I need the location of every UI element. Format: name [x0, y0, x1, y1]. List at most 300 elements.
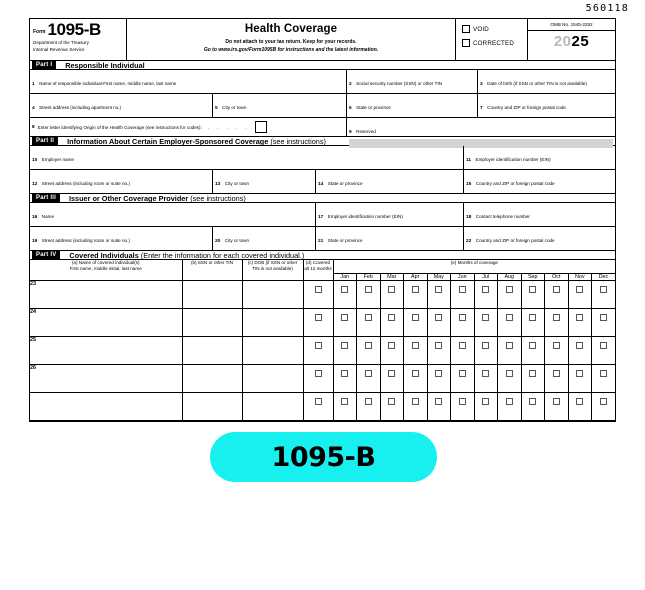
corrected-row[interactable] [462, 39, 527, 47]
checkbox-feb[interactable] [365, 370, 372, 377]
checkbox-cell-apr[interactable] [404, 337, 428, 365]
checkbox-cell-aug[interactable] [498, 309, 522, 337]
checkbox-cell-dec[interactable] [592, 365, 616, 393]
part1-row-3 [30, 118, 615, 136]
checkbox-cell-aug[interactable] [498, 337, 522, 365]
field-20-label: City or town [224, 237, 250, 243]
field-1-label: Name of responsible individual-First name, middle name, last name [39, 80, 177, 86]
checkbox-nov[interactable] [576, 398, 583, 405]
checkbox-feb[interactable] [365, 398, 372, 405]
checkbox-apr[interactable] [412, 370, 419, 377]
checkbox-cell-apr[interactable] [404, 393, 428, 421]
void-corrected-group [455, 19, 527, 60]
checkbox-cell-oct[interactable] [545, 309, 569, 337]
field-21-label: State or province [327, 237, 363, 243]
checkbox-aug[interactable] [506, 314, 513, 321]
checkbox-jul[interactable] [482, 314, 489, 321]
field-18-label: Contact telephone number [475, 213, 530, 219]
form-word-label: Form [33, 28, 46, 35]
checkbox-mar[interactable] [388, 370, 395, 377]
checkbox-jun[interactable] [459, 314, 466, 321]
field-7-number: 7 [480, 105, 483, 111]
corrected-checkbox[interactable] [462, 39, 470, 47]
col-a-line-2: First name, middle initial, last name [69, 265, 142, 271]
form-title: Health Coverage [244, 23, 338, 35]
checkbox-apr[interactable] [412, 286, 419, 293]
checkbox-cell-nov[interactable] [568, 337, 592, 365]
part3-row-2 [30, 227, 615, 250]
checkbox-mar[interactable] [388, 342, 395, 349]
month-header-mar: Mar [380, 274, 404, 281]
field-10-number: 10 [32, 157, 38, 163]
col-d-line-1: (d) Covered [305, 260, 331, 265]
checkbox-cell-sep[interactable] [521, 309, 545, 337]
part-4-tag: Part IV [32, 251, 60, 260]
checkbox-cell-all-12-months[interactable] [303, 365, 333, 393]
row-number-and-name-field[interactable] [30, 393, 182, 421]
field-19-number: 19 [32, 238, 38, 244]
checkbox-cell-jun[interactable] [451, 365, 475, 393]
checkbox-cell-all-12-months[interactable] [303, 393, 333, 421]
checkbox-feb[interactable] [365, 342, 372, 349]
checkbox-sep[interactable] [529, 314, 536, 321]
row-number-and-name-field[interactable]: 25 [30, 337, 182, 365]
field-14-state[interactable] [315, 170, 463, 193]
table-body [30, 281, 615, 421]
field-18-number: 18 [466, 214, 472, 220]
field-11-number: 11 [466, 157, 472, 163]
field-14-label: State or province [327, 180, 363, 186]
checkbox-cell-jan[interactable] [333, 337, 357, 365]
checkbox-all-12-months[interactable] [315, 314, 322, 321]
checkbox-cell-apr[interactable] [404, 281, 428, 309]
cell-ssn[interactable] [182, 309, 242, 337]
checkbox-cell-aug[interactable] [498, 365, 522, 393]
cell-dob[interactable] [242, 309, 303, 337]
checkbox-cell-jan[interactable] [333, 393, 357, 421]
checkbox-cell-jul[interactable] [474, 309, 498, 337]
part-4-title-main: Covered Individuals [69, 250, 139, 260]
checkbox-cell-feb[interactable] [357, 309, 381, 337]
checkbox-oct[interactable] [553, 286, 560, 293]
checkbox-nov[interactable] [576, 314, 583, 321]
field-16-label: Name [41, 213, 55, 219]
tax-year [528, 33, 615, 50]
part-3-tag: Part III [32, 194, 60, 203]
checkbox-sep[interactable] [529, 370, 536, 377]
field-16-number: 16 [32, 214, 38, 220]
goto-prefix: Go to [203, 46, 219, 53]
checkbox-dec[interactable] [600, 314, 607, 321]
field-22-label: Country and ZIP or foreign postal code [475, 237, 555, 243]
cell-ssn[interactable] [182, 337, 242, 365]
checkbox-mar[interactable] [388, 314, 395, 321]
checkbox-jan[interactable] [341, 370, 348, 377]
table-head [30, 260, 615, 281]
field-13-number: 13 [215, 181, 221, 187]
checkbox-jun[interactable] [459, 398, 466, 405]
field-1-name[interactable] [30, 70, 346, 93]
checkbox-dec[interactable] [600, 286, 607, 293]
checkbox-cell-dec[interactable] [592, 309, 616, 337]
col-b-line-1: (b) SSN or other TIN [190, 260, 234, 265]
checkbox-cell-all-12-months[interactable] [303, 309, 333, 337]
checkbox-jan[interactable] [341, 398, 348, 405]
checkbox-jan[interactable] [341, 286, 348, 293]
part2-row-1 [30, 146, 615, 170]
checkbox-nov[interactable] [576, 286, 583, 293]
checkbox-cell-may[interactable] [427, 393, 451, 421]
checkbox-oct[interactable] [553, 398, 560, 405]
row-number-and-name-field[interactable]: 24 [30, 309, 182, 337]
checkbox-cell-mar[interactable] [380, 309, 404, 337]
checkbox-cell-nov[interactable] [568, 309, 592, 337]
field-16-issuer-name[interactable] [30, 203, 315, 226]
month-header-jan: Jan [333, 274, 357, 281]
field-6-state[interactable] [346, 94, 477, 117]
checkbox-cell-jan[interactable] [333, 309, 357, 337]
field-9-label: Reserved [356, 128, 376, 134]
table-header-row-1 [30, 260, 615, 274]
month-header-aug: Aug [498, 274, 522, 281]
checkbox-cell-apr[interactable] [404, 309, 428, 337]
part-2-title [67, 137, 326, 146]
checkbox-cell-sep[interactable] [521, 393, 545, 421]
checkbox-cell-jun[interactable] [451, 337, 475, 365]
col-a-line-1: (a) Name of covered individual(s) [71, 260, 140, 265]
field-3-dob[interactable] [477, 70, 615, 93]
checkbox-jul[interactable] [482, 286, 489, 293]
tax-year-yy: 25 [571, 33, 590, 50]
field-21-number: 21 [318, 238, 324, 244]
checkbox-cell-dec[interactable] [592, 337, 616, 365]
checkbox-jul[interactable] [482, 398, 489, 405]
field-17-ein[interactable] [315, 203, 463, 226]
month-header-jul: Jul [474, 274, 498, 281]
field-10-label: Employer name [41, 156, 74, 162]
checkbox-cell-jan[interactable] [333, 365, 357, 393]
checkbox-aug[interactable] [506, 342, 513, 349]
field-18-phone[interactable] [463, 203, 615, 226]
checkbox-all-12-months[interactable] [315, 398, 322, 405]
checkbox-sep[interactable] [529, 342, 536, 349]
field-19-label: Street address (including room or suite no.) [41, 237, 130, 243]
col-header-covered-12 [303, 260, 333, 281]
checkbox-cell-oct[interactable] [545, 365, 569, 393]
field-11-label: Employer identification number (EIN) [475, 156, 551, 162]
field-10-employer-name[interactable] [30, 146, 463, 169]
checkbox-jun[interactable] [459, 286, 466, 293]
field-6-label: State or province [356, 104, 391, 110]
field-21-state[interactable] [315, 227, 463, 250]
cell-dob[interactable] [242, 365, 303, 393]
checkbox-jan[interactable] [341, 342, 348, 349]
checkbox-cell-nov[interactable] [568, 365, 592, 393]
field-1-number: 1 [32, 81, 35, 87]
checkbox-may[interactable] [435, 370, 442, 377]
checkbox-may[interactable] [435, 314, 442, 321]
void-label: VOID [473, 25, 489, 33]
part-4-title [69, 251, 304, 260]
corrected-label: CORRECTED [473, 39, 514, 47]
checkbox-cell-jul[interactable] [474, 281, 498, 309]
checkbox-cell-all-12-months[interactable] [303, 281, 333, 309]
form-subtitle-2 [127, 47, 455, 53]
field-2-number: 2 [349, 81, 352, 87]
field-4-number: 4 [32, 105, 35, 111]
checkbox-all-12-months[interactable] [315, 342, 322, 349]
checkbox-dec[interactable] [600, 342, 607, 349]
masthead-identity [30, 19, 126, 60]
month-header-dec: Dec [592, 274, 616, 281]
checkbox-cell-nov[interactable] [568, 281, 592, 309]
month-header-apr: Apr [404, 274, 428, 281]
checkbox-all-12-months[interactable] [315, 286, 322, 293]
part-1-bar [30, 60, 615, 70]
void-checkbox[interactable] [462, 25, 470, 33]
part-3-title-main: Issuer or Other Coverage Provider [68, 193, 189, 203]
table-row [30, 337, 615, 365]
checkbox-cell-feb[interactable] [357, 281, 381, 309]
checkbox-aug[interactable] [506, 286, 513, 293]
col-header-name [30, 260, 182, 281]
checkbox-cell-sep[interactable] [521, 281, 545, 309]
checkbox-cell-all-12-months[interactable] [303, 337, 333, 365]
omb-number: OMB No. 1545-2252 [528, 22, 615, 31]
checkbox-cell-mar[interactable] [380, 365, 404, 393]
field-7-country-zip[interactable] [477, 94, 615, 117]
goto-suffix: for instructions and the latest information. [276, 46, 379, 53]
field-2-ssn[interactable] [346, 70, 477, 93]
checkbox-cell-dec[interactable] [592, 393, 616, 421]
checkbox-may[interactable] [435, 286, 442, 293]
part2-row-2 [30, 170, 615, 193]
checkbox-may[interactable] [435, 342, 442, 349]
field-2-label: Social security number (SSN) or other TIN [356, 80, 443, 86]
checkbox-cell-jun[interactable] [451, 393, 475, 421]
checkbox-cell-oct[interactable] [545, 337, 569, 365]
field-8-label: Enter letter identifying Origin of the Health Coverage (see instructions for codes): [37, 124, 202, 130]
field-4-street[interactable] [30, 94, 212, 117]
field-11-ein[interactable] [463, 146, 615, 169]
field-4-label: Street address (including apartment no.) [39, 104, 122, 110]
cell-dob[interactable] [242, 281, 303, 309]
cell-ssn[interactable] [182, 393, 242, 421]
checkbox-cell-jul[interactable] [474, 337, 498, 365]
checkbox-dec[interactable] [600, 398, 607, 405]
checkbox-nov[interactable] [576, 370, 583, 377]
checkbox-cell-jul[interactable] [474, 365, 498, 393]
field-7-label: Country and ZIP or foreign postal code [487, 104, 566, 110]
checkbox-sep[interactable] [529, 398, 536, 405]
checkbox-cell-mar[interactable] [380, 393, 404, 421]
month-header-nov: Nov [568, 274, 592, 281]
checkbox-oct[interactable] [553, 314, 560, 321]
field-13-label: City or town [224, 180, 250, 186]
checkbox-jul[interactable] [482, 370, 489, 377]
checkbox-sep[interactable] [529, 286, 536, 293]
agency-line-1: Department of the Treasury [33, 40, 89, 45]
field-20-number: 20 [215, 238, 221, 244]
masthead-title-block [126, 19, 455, 60]
ocr-scanline-code: 560118 [585, 3, 629, 14]
field-9-reserved [346, 118, 615, 136]
part-2-title-main: Information About Certain Employer-Sponsored Coverage [67, 136, 269, 146]
table-row [30, 281, 615, 309]
void-row[interactable] [462, 25, 527, 33]
part-1-title: Responsible Individual [65, 60, 145, 70]
irs-form-1095b [29, 18, 616, 422]
col-e-label: (e) Months of coverage [450, 260, 498, 265]
checkbox-cell-may[interactable] [427, 337, 451, 365]
field-6-number: 6 [349, 105, 352, 111]
field-3-label: Date of birth (if SSN or other TIN is not available) [487, 80, 587, 86]
checkbox-cell-jul[interactable] [474, 393, 498, 421]
checkbox-cell-nov[interactable] [568, 393, 592, 421]
table-row [30, 393, 615, 421]
field-9-number: 9 [349, 129, 352, 135]
field-8-code-box[interactable] [255, 121, 267, 133]
field-13-city[interactable] [212, 170, 315, 193]
checkbox-cell-oct[interactable] [545, 281, 569, 309]
col-c-line-2: TIN is not available) [252, 265, 293, 271]
row-number-and-name-field[interactable]: 23 [30, 281, 182, 309]
part1-row-1 [30, 70, 615, 94]
month-header-sep: Sep [521, 274, 545, 281]
checkbox-cell-feb[interactable] [357, 393, 381, 421]
checkbox-jul[interactable] [482, 342, 489, 349]
form-subtitle-1: Do not attach to your tax return. Keep for your records. [225, 38, 357, 45]
checkbox-cell-mar[interactable] [380, 337, 404, 365]
checkbox-feb[interactable] [365, 314, 372, 321]
checkbox-cell-feb[interactable] [357, 365, 381, 393]
field-15-label: Country and ZIP or foreign postal code [475, 180, 555, 186]
month-header-jun: Jun [451, 274, 475, 281]
checkbox-dec[interactable] [600, 370, 607, 377]
tax-year-century: 20 [553, 33, 572, 50]
field-8-number: 8 [32, 124, 35, 130]
checkbox-apr[interactable] [412, 398, 419, 405]
field-19-street[interactable] [30, 227, 212, 250]
field-3-number: 3 [480, 81, 483, 87]
field-22-number: 22 [466, 238, 472, 244]
checkbox-oct[interactable] [553, 370, 560, 377]
month-header-may: May [427, 274, 451, 281]
field-8-origin-code[interactable] [30, 118, 346, 136]
field-12-street[interactable] [30, 170, 212, 193]
irs-url-link[interactable]: www.irs.gov/Form1095B [218, 46, 277, 53]
field-17-number: 17 [318, 214, 324, 220]
field-14-number: 14 [318, 181, 324, 187]
checkbox-aug[interactable] [506, 370, 513, 377]
row-number-and-name-field[interactable]: 26 [30, 365, 182, 393]
field-8-leader-dots: . . . . . [207, 124, 250, 130]
field-5-label: City or town [222, 104, 247, 110]
part-4-bar [30, 250, 615, 260]
part-4-title-note: (Enter the information for each covered individual.) [140, 250, 305, 260]
checkbox-cell-sep[interactable] [521, 365, 545, 393]
part-3-bar [30, 193, 615, 203]
field-17-label: Employer identification number (EIN) [327, 213, 403, 219]
covered-individuals-table [30, 260, 615, 421]
checkbox-jun[interactable] [459, 342, 466, 349]
checkbox-cell-mar[interactable] [380, 281, 404, 309]
part-3-title [69, 194, 246, 203]
checkbox-cell-jun[interactable] [451, 281, 475, 309]
field-5-number: 5 [215, 105, 218, 111]
field-5-city[interactable] [212, 94, 346, 117]
table-row [30, 365, 615, 393]
checkbox-apr[interactable] [412, 314, 419, 321]
omb-block [527, 19, 615, 60]
part1-row-2 [30, 94, 615, 118]
checkbox-cell-oct[interactable] [545, 393, 569, 421]
checkbox-cell-jun[interactable] [451, 309, 475, 337]
checkbox-jan[interactable] [341, 314, 348, 321]
checkbox-cell-may[interactable] [427, 365, 451, 393]
part-1-tag: Part I [32, 61, 56, 70]
col-header-ssn [182, 260, 242, 281]
checkbox-feb[interactable] [365, 286, 372, 293]
month-header-feb: Feb [357, 274, 381, 281]
checkbox-cell-feb[interactable] [357, 337, 381, 365]
badge-label: 1095-B [271, 441, 376, 473]
checkbox-cell-may[interactable] [427, 309, 451, 337]
checkbox-aug[interactable] [506, 398, 513, 405]
checkbox-cell-may[interactable] [427, 281, 451, 309]
field-15-country-zip[interactable] [463, 170, 615, 193]
form-number: 1095-B [47, 20, 101, 39]
checkbox-cell-apr[interactable] [404, 365, 428, 393]
col-header-dob [242, 260, 303, 281]
month-header-oct: Oct [545, 274, 569, 281]
field-12-label: Street address (including room or suite no.) [41, 180, 130, 186]
checkbox-cell-sep[interactable] [521, 337, 545, 365]
cell-ssn[interactable] [182, 365, 242, 393]
form-type-badge [210, 432, 437, 482]
cell-ssn[interactable] [182, 281, 242, 309]
cell-dob[interactable] [242, 393, 303, 421]
field-22-country-zip[interactable] [463, 227, 615, 250]
checkbox-mar[interactable] [388, 286, 395, 293]
checkbox-oct[interactable] [553, 342, 560, 349]
part3-row-1 [30, 203, 615, 227]
part-3-title-note: (see instructions) [190, 193, 246, 203]
part-2-tag: Part II [32, 137, 58, 146]
checkbox-cell-aug[interactable] [498, 393, 522, 421]
field-20-city[interactable] [212, 227, 315, 250]
checkbox-apr[interactable] [412, 342, 419, 349]
col-c-line-1: (c) DOB (if SSN or other [247, 260, 298, 265]
field-12-number: 12 [32, 181, 38, 187]
agency-line-2: Internal Revenue Service [33, 46, 85, 52]
checkbox-cell-aug[interactable] [498, 281, 522, 309]
form-masthead [30, 19, 615, 60]
cell-dob[interactable] [242, 337, 303, 365]
checkbox-mar[interactable] [388, 398, 395, 405]
checkbox-may[interactable] [435, 398, 442, 405]
col-header-months-group [333, 260, 615, 274]
checkbox-cell-jan[interactable] [333, 281, 357, 309]
checkbox-cell-dec[interactable] [592, 281, 616, 309]
part-2-title-note: (see instructions) [270, 136, 326, 146]
checkbox-jun[interactable] [459, 370, 466, 377]
col-d-line-2: all 12 months [304, 265, 332, 271]
table-row [30, 309, 615, 337]
checkbox-nov[interactable] [576, 342, 583, 349]
checkbox-all-12-months[interactable] [315, 370, 322, 377]
field-15-number: 15 [466, 181, 472, 187]
